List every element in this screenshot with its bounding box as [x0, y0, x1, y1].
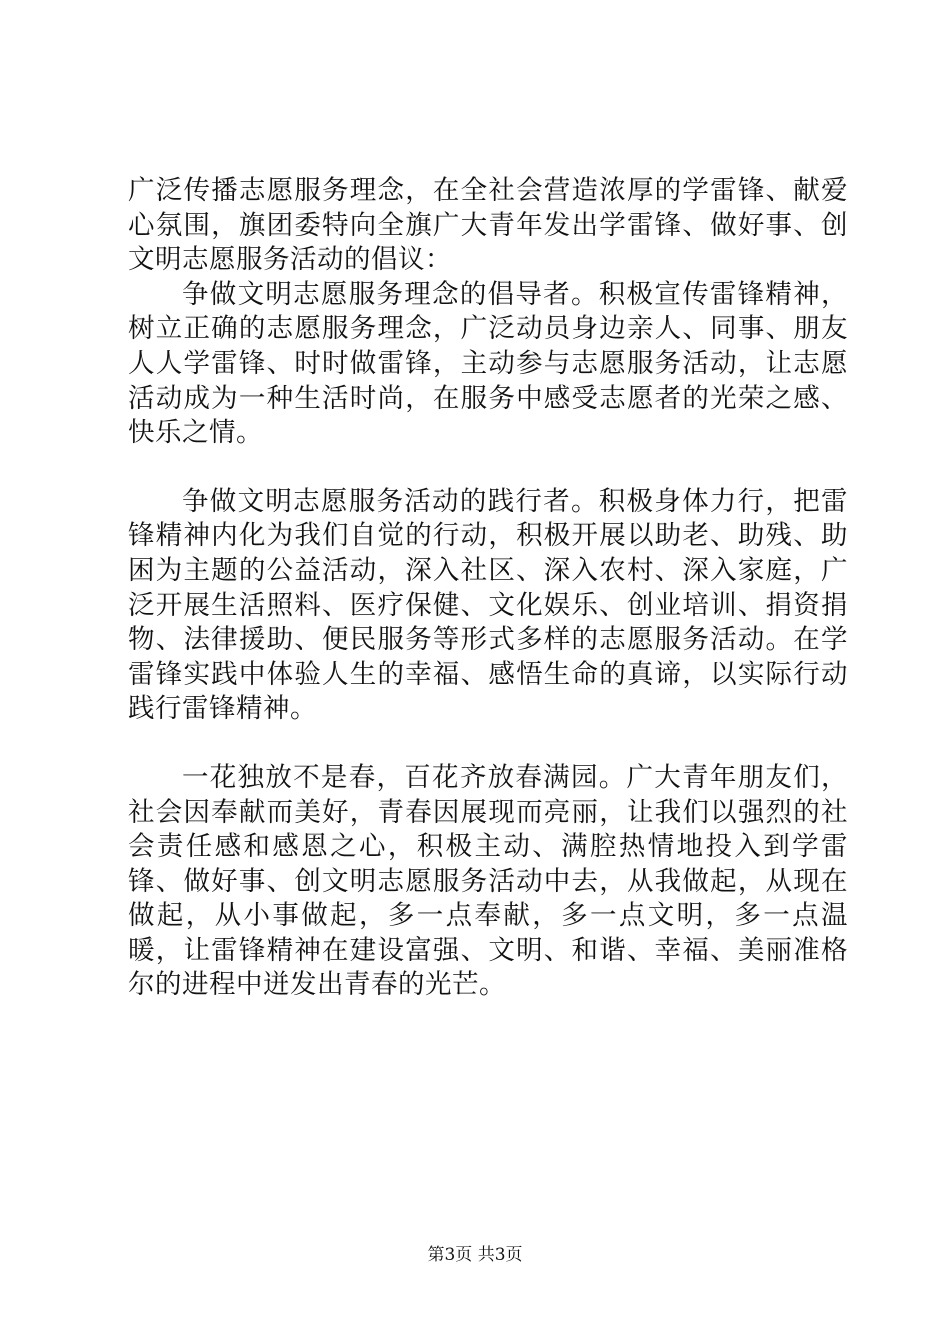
- document-body: [128, 174, 848, 1003]
- page-number: 第3页: [427, 1245, 473, 1265]
- paragraph-advocate: 争做文明志愿服务理念的倡导者。积极宣传雷锋精神，树立正确的志愿服务理念，广泛动员身边亲人、同事、朋友人人学雷锋、时时做雷锋，主动参与志愿服务活动，让志愿活动成为一种生活时尚，在服务中感受志愿者的光荣之感、快乐之情。: [128, 278, 848, 449]
- page-total: 共3页: [477, 1245, 523, 1265]
- paragraph-conclusion: 一花独放不是春，百花齐放春满园。广大青年朋友们，社会因奉献而美好，青春因展现而亮丽，让我们以强烈的社会责任感和感恩之心，积极主动、满腔热情地投入到学雷锋、做好事、创文明志愿服务活动中去，从我做起，从现在做起，从小事做起，多一点奉献，多一点文明，多一点温暖，让雷锋精神在建设富强、文明、和谐、幸福、美丽准格尔的进程中迸发出青春的光芒。: [128, 761, 848, 1001]
- paragraph-practitioner: 争做文明志愿服务活动的践行者。积极身体力行，把雷锋精神内化为我们自觉的行动，积极开展以助老、助残、助困为主题的公益活动，深入社区、深入农村、深入家庭，广泛开展生活照料、医疗保健、文化娱乐、创业培训、捐资捐物、法律援助、便民服务等形式多样的志愿服务活动。在学雷锋实践中体验人生的幸福、感悟生命的真谛，以实际行动践行雷锋精神。: [128, 485, 848, 725]
- page-footer: [0, 1244, 950, 1266]
- paragraph-intro: 广泛传播志愿服务理念，在全社会营造浓厚的学雷锋、献爱心氛围，旗团委特向全旗广大青年发出学雷锋、做好事、创文明志愿服务活动的倡议：: [128, 175, 848, 276]
